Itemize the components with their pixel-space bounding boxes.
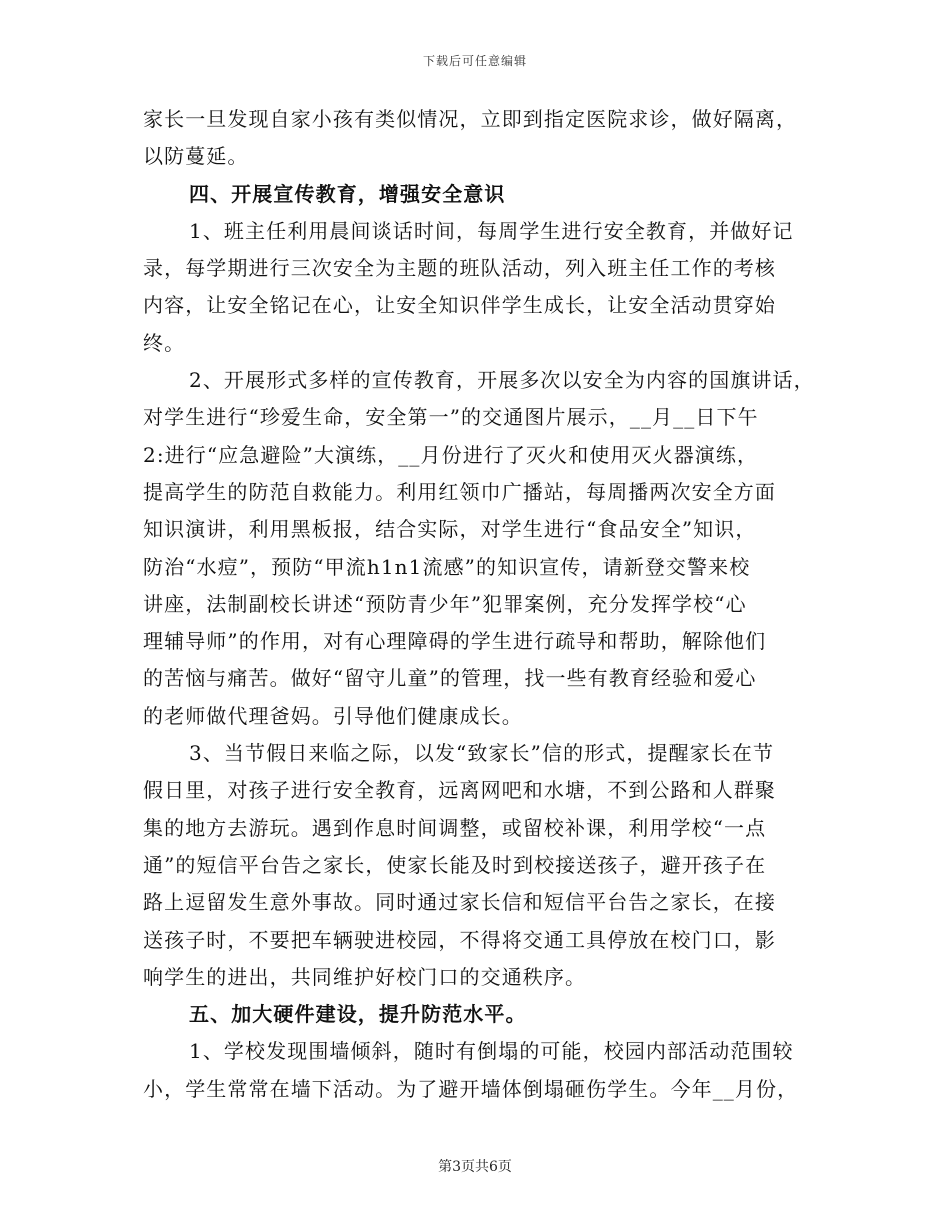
page-number: 第3页共6页: [438, 1159, 512, 1175]
section-heading: 四、开展宣传教育，增强安全意识: [189, 181, 506, 206]
text-line: 家长一旦发现自家小孩有类似情况，立即到指定医院求诊，做好隔离，: [143, 107, 798, 131]
page-header: 下载后可任意编辑: [422, 54, 527, 68]
text-line: 讲座，法制副校长讲述“预防青少年”犯罪案例，充分发挥学校“心: [143, 591, 747, 616]
text-line: 终。: [143, 330, 186, 355]
text-line: 理辅导师”的作用，对有心理障碍的学生进行疏导和帮助，解除他们: [143, 629, 767, 654]
text-line: 2、开展形式多样的宣传教育，开展多次以安全为内容的国旗讲话，: [189, 368, 815, 393]
text-line: 1、班主任利用晨间谈话时间，每周学生进行安全教育，并做好记: [189, 218, 794, 243]
text-line: 小，学生常常在墙下活动。为了避开墙体倒塌砸伤学生。今年__月份，: [143, 1076, 799, 1101]
text-line: 响学生的进出，共同维护好校门口的交通秩序。: [143, 964, 587, 989]
text-line: 2:进行“应急避险”大演练，__月份进行了灭火和使用灭火器演练，: [143, 442, 759, 467]
text-line: 知识演讲，利用黑板报，结合实际，对学生进行“食品安全”知识，: [143, 517, 757, 542]
text-line: 1、学校发现围墙倾斜，随时有倒塌的可能，校园内部活动范围较: [189, 1039, 794, 1064]
text-line: 通”的短信平台告之家长，使家长能及时到校接送孩子，避开孩子在: [143, 852, 767, 877]
text-line: 集的地方去游玩。遇到作息时间调整，或留校补课，利用学校“一点: [143, 815, 767, 840]
text-line: 以防蔓延。: [143, 144, 249, 169]
text-line: 内容，让安全铭记在心，让安全知识伴学生成长，让安全活动贯穿始: [143, 293, 776, 318]
text-line: 的老师做代理爸妈。引导他们健康成长。: [143, 703, 523, 728]
text-line: 假日里，对孩子进行安全教育，远离网吧和水塘，不到公路和人群聚: [143, 778, 776, 803]
text-line: 的苦恼与痛苦。做好“留守儿童”的管理，找一些有教育经验和爱心: [143, 666, 757, 691]
document-body: [143, 101, 819, 1108]
section-heading: 五、加大硬件建设，提升防范水平。: [189, 1002, 527, 1027]
text-line: 录，每学期进行三次安全为主题的班队活动，列入班主任工作的考核: [143, 256, 776, 281]
text-line: 防治“水痘”，预防“甲流h1n1流感”的知识宣传，请新登交警来校: [143, 554, 751, 579]
text-line: 路上逗留发生意外事故。同时通过家长信和短信平台告之家长，在接: [143, 890, 776, 915]
text-line: 送孩子时，不要把车辆驶进校园，不得将交通工具停放在校门口，影: [143, 927, 776, 952]
text-line: 提高学生的防范自救能力。利用红领巾广播站，每周播两次安全方面: [143, 479, 776, 504]
text-line: 3、当节假日来临之际，以发“致家长”信的形式，提醒家长在节: [189, 741, 775, 766]
text-line: 对学生进行“珍爱生命，安全第一”的交通图片展示，__月__日下午: [143, 405, 759, 430]
